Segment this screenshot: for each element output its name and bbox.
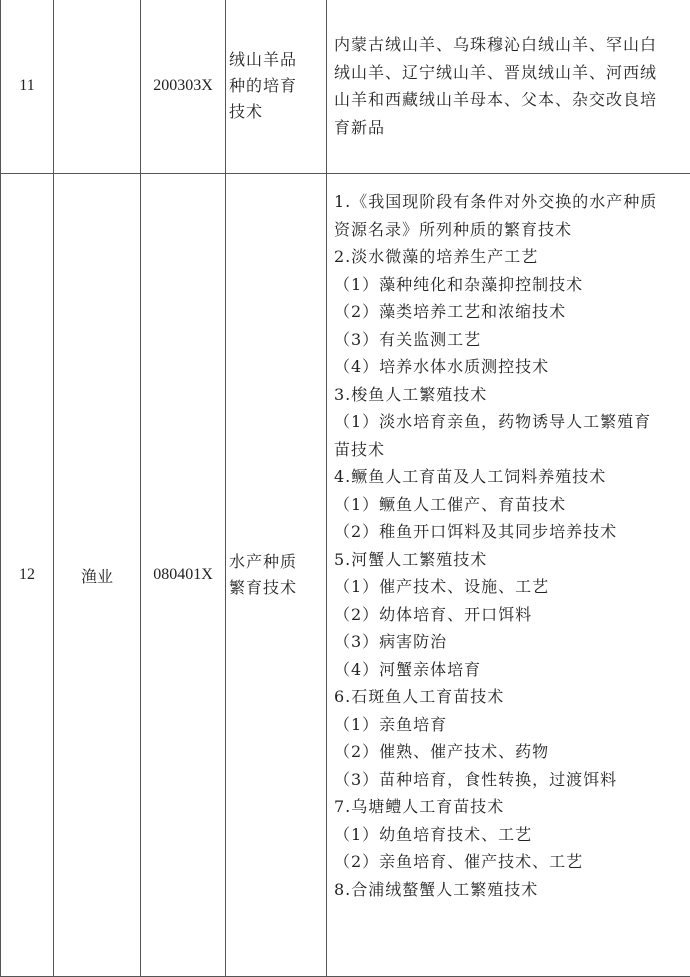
code-cell: 080401X xyxy=(141,174,226,977)
tech-detail-line: （3）有关监测工艺 xyxy=(334,326,690,354)
tech-detail-line: 苗技术 xyxy=(334,436,690,464)
tech-detail-line: 8.合浦绒螯蟹人工繁殖技术 xyxy=(334,876,690,904)
industry-cell: 渔业 xyxy=(54,174,141,977)
tech-detail-line: （2）藻类培养工艺和浓缩技术 xyxy=(334,298,690,326)
tech-detail-line: （2）亲鱼培育、催产技术、工艺 xyxy=(334,848,690,876)
tech-detail-line: （2）幼体培育、开口饵料 xyxy=(334,601,690,629)
tech-detail-line: 2.淡水微藻的培养生产工艺 xyxy=(334,243,690,271)
tech-name-cell xyxy=(226,174,327,977)
table-row xyxy=(1,0,690,174)
tech-detail-line: 5.河蟹人工繁殖技术 xyxy=(334,546,690,574)
tech-detail-line: （1）幼鱼培育技术、工艺 xyxy=(334,821,690,849)
tech-detail-cell xyxy=(327,0,690,174)
tech-detail-line: 内蒙古绒山羊、乌珠穆沁白绒山羊、罕山白 xyxy=(334,31,690,59)
tech-name-cell xyxy=(226,0,327,174)
tech-detail-line: 育新品 xyxy=(334,114,690,142)
tech-detail-line: 6.石斑鱼人工育苗技术 xyxy=(334,683,690,711)
tech-name-line: 水产种质 xyxy=(226,549,326,575)
code-cell: 200303X xyxy=(141,0,226,174)
tech-detail-line: 7.乌塘鳢人工育苗技术 xyxy=(334,793,690,821)
table-row xyxy=(1,174,690,977)
tech-detail-line: （1）亲鱼培育 xyxy=(334,711,690,739)
row-index-cell: 11 xyxy=(1,0,54,174)
tech-detail-line: 4.鳜鱼人工育苗及人工饲料养殖技术 xyxy=(334,463,690,491)
tech-detail-line: （4）培养水体水质测控技术 xyxy=(334,353,690,381)
tech-detail-line: （2）催熟、催产技术、药物 xyxy=(334,738,690,766)
tech-detail-line: （1）催产技术、设施、工艺 xyxy=(334,573,690,601)
tech-name-line: 繁育技术 xyxy=(226,575,326,601)
tech-name-line: 绒山羊品 xyxy=(226,47,326,73)
tech-detail-line: 1.《我国现阶段有条件对外交换的水产种质 xyxy=(334,188,690,216)
tech-detail-line: （3）苗种培育，食性转换，过渡饵料 xyxy=(334,766,690,794)
tech-detail-line: （4）河蟹亲体培育 xyxy=(334,656,690,684)
tech-name-line: 技术 xyxy=(226,99,326,125)
tech-detail-line: （1）藻种纯化和杂藻抑控制技术 xyxy=(334,271,690,299)
tech-detail-line: （2）稚鱼开口饵料及其同步培养技术 xyxy=(334,518,690,546)
tech-name-line: 种的培育 xyxy=(226,73,326,99)
tech-detail-line: 山羊和西藏绒山羊母本、父本、杂交改良培 xyxy=(334,86,690,114)
tech-detail-line: 绒山羊、辽宁绒山羊、晋岚绒山羊、河西绒 xyxy=(334,59,690,87)
industry-cell xyxy=(54,0,141,174)
tech-detail-line: 资源名录》所列种质的繁育技术 xyxy=(334,216,690,244)
tech-detail-cell xyxy=(327,174,690,977)
tech-detail-line: 3.梭鱼人工繁殖技术 xyxy=(334,381,690,409)
tech-detail-line: （3）病害防治 xyxy=(334,628,690,656)
tech-detail-line: （1）鳜鱼人工催产、育苗技术 xyxy=(334,491,690,519)
tech-detail-line: （1）淡水培育亲鱼，药物诱导人工繁殖育 xyxy=(334,408,690,436)
row-index-cell: 12 xyxy=(1,174,54,977)
